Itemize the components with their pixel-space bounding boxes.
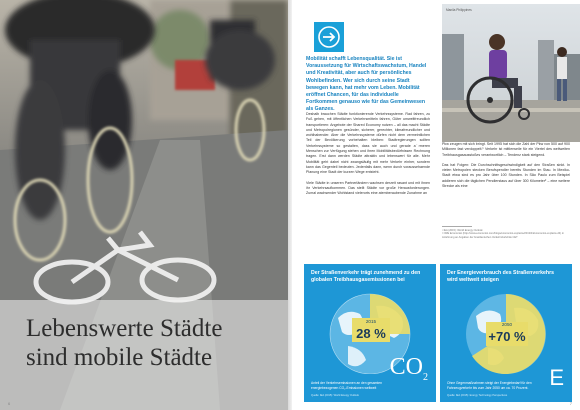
card-value: +70 %: [488, 329, 526, 344]
footnote-rule: [442, 226, 472, 227]
footnotes: [442, 226, 570, 239]
energy-symbol: E: [549, 365, 564, 390]
card-year: 2015: [365, 319, 377, 324]
card-value: 28 %: [356, 326, 386, 341]
headline-line-2: sind mobile Städte: [26, 344, 213, 371]
page-number-right: 7: [569, 401, 572, 406]
co2-sub: 2: [423, 372, 428, 383]
body-paragraph: Deshalb brauchen Städte funktionierende Verkehrssysteme. Rad fahren, zu Fuß gehen, mit öffentlichen Verkehrsmitteln fahren, Güter umweltfreundlich transportieren: Angebote der Shared Economy nutzen – all das macht Städte und Metropolregionen gesünder, sicherer, gerechter, klimafreundlicher und wohlhabender. Aber die Verkehrssysteme dürfen nicht dem vermeintlichen Teil der Bevölkerung vorbehalten bleiben: Stadtregierungen sollten Verkehrssysteme so gestalten, dass sie auch und gerade a ̈rmeren Menschen zur Verfügung stehen und ihren Mobilitätsbedürfnissen Rechnung tragen. Erst dann werden Städte attraktiv und lebenswert für alle. Mehr Mobilität geht dabei nicht zwangsläufig mit mehr Verkehr einher, sondern kann das Gegenteil bedeuten. Jedenfalls dann, wenn durch voraussehaende Planung eine Stadt der kurzen Wege entsteht.: [306, 112, 430, 175]
body-paragraph: Das hat Folgen: Die Durchschnittsgeschwindigkeit auf den Straßen sinkt. In vielen Metropolen stecken Berufspendler bereits Stunden im Stau. In Mexiko-Stadt etwa sind es pro Jahr über 100 Stunden. In São Paulo zum Beispiel addieren sich die täglichen Pendlerstaus auf über 300 Kilometer² – eine weitere Strecke als eine: [442, 162, 570, 189]
right-page: [292, 0, 580, 410]
arrow-right-icon: [314, 22, 344, 52]
wheelchair-photo: [442, 4, 580, 142]
left-page: [0, 0, 288, 410]
page-number-left: 6: [8, 401, 11, 406]
body-column-1: [306, 112, 430, 252]
body-paragraph: Pkw zeugen mit sich bringt. Seit 1995 hat sich die Zahl der Pkw von 500 auf 900 Millionen fast verdoppelt.¹ Verkehr ist mittlerweile für ein Viertel des weltweiten Treibhausgasausstoßes verantwortlich – Tendenz stark steigend.: [442, 142, 570, 157]
card-title: Der Energieverbrauch des Straßenverkehrs wird weltweit steigen: [447, 270, 554, 283]
card-title: Der Straßenverkehr trägt zunehmend zu den globalen Treibhausgasemissionen bei: [311, 270, 421, 283]
headline: [26, 314, 276, 372]
card-caption: Ohne Gegenmaßnahmen steigt der Energiebedarf für den Fahrzeugverkehr bis zum Jahr 2050 um ca. 70 Prozent.: [447, 381, 532, 390]
headline-line-1: Lebenswerte Städte: [26, 315, 223, 342]
infographic-card-energy: [440, 264, 572, 402]
globe-icon: [454, 288, 558, 374]
card-year: 2050: [501, 322, 513, 327]
footnote: ¹ IEA (2015): World Energy Outlook: [442, 228, 483, 232]
infographic-card-co2: [304, 264, 436, 402]
card-caption: Anteil der Verkehrsemissionen an den gesamten energiebezogenen CO₂-Emissionen weltweit: [311, 381, 382, 390]
co2-main: CO: [389, 354, 423, 381]
body-paragraph: Viele Städte in unseren Partnerländern wachsen derzeit rasant und mit ihnen ihr Verkehrsaufkommen. Das stellt Städte vor große Herausforderungen. Zumal wachsender Wohlstand vielerorts eine atemberaubende Zunahme an: [306, 180, 430, 196]
co2-symbol: [390, 355, 428, 390]
card-source: Quelle: IEA (2015): Energy Technology Perspectives: [447, 394, 508, 397]
card-source: Quelle: IEA (2015): World Energy Outlook: [311, 394, 359, 397]
footnote: ² ORE Economist (http://www.economist.com/blogs/economist-explains/2013/04/economist-explains-24) in Anlehnung an Angaben der brasilianischen Verkehrsbehörde CET: [442, 232, 564, 239]
intro-paragraph: Mobilität schafft Lebensqualität. Sie ist Voraussetzung für Wirtschaftswachstum, Handel und Kreativität, aber auch für persönliches Wohlbefinden. Wer sich durch seine Stadt bewegen kann, hat mehr vom Leben. Mobilität eröffnet Chancen, für das individuelle Fortkommen genauso wie für das Gemeinwesen als Ganzes.: [306, 56, 427, 113]
body-column-2: [442, 142, 570, 224]
photo-credit: Manila Philippines: [446, 8, 472, 12]
